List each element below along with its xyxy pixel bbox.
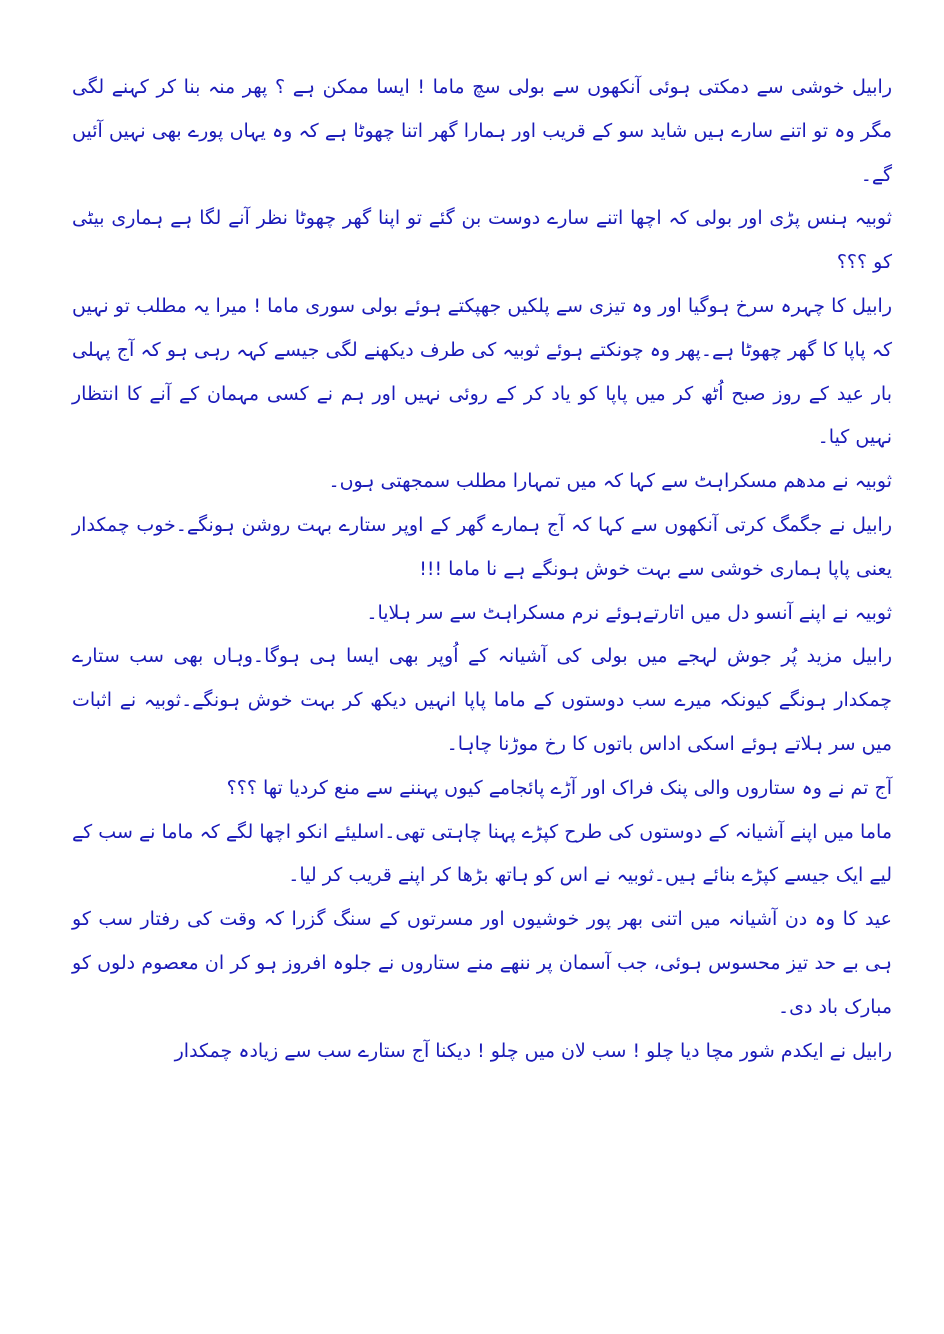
paragraph-4: ثوبیہ نے مدھم مسکراہٹ سے کہا کہ میں تمہارا مطلب سمجھتی ہوں۔ <box>328 470 892 493</box>
paragraph-2: ثوبیہ ہنس پڑی اور بولی کہ اچھا اتنے سارے دوست بن گئے تو اپنا گھر چھوٹا نظر آنے لگا ہے ہماری بیٹی کو ؟؟؟ <box>72 207 892 274</box>
paragraph-8: آج تم نے وہ ستاروں والی پنک فراک اور آڑے پائجامے کیوں پہننے سے منع کردیا تھا ؟؟؟ <box>226 776 892 799</box>
paragraph-1: رابیل خوشی سے دمکتی ہوئی آنکھوں سے بولی سچ ماما ! ایسا ممکن ہے ؟ پھر منہ بنا کر کہنے لگی مگر وہ تو اتنے سارے ہیں شاید سو کے قریب اور ہمارا گھر اتنا چھوٹا ہے کہ وہ یہاں پورے بھی نہیں آئیں گے۔ <box>72 76 892 186</box>
paragraph-6: ثوبیہ نے اپنے آنسو دل میں اتارتےہوئے نرم مسکراہٹ سے سر ہلایا۔ <box>366 601 892 624</box>
paragraph-9: ماما میں اپنے آشیانہ کے دوستوں کی طرح کپڑے پہنا چاہتی تھی۔اسلیئے انکو اچھا لگے کہ ماما نے سب کے لیے ایک جیسے کپڑے بنائے ہیں۔ثوبیہ نے اس کو ہاتھ بڑھا کر اپنے قریب کر لیا۔ <box>72 820 892 887</box>
paragraph-7: رابیل مزید پُر جوش لہجے میں بولی کی آشیانہ کے اُوپر بھی ایسا ہی ہوگا۔وہاں بھی سب ستارے چمکدار ہونگے کیونکہ میرے سب دوستوں کے ماما پاپا انہیں دیکھ کر بہت خوش ہونگے۔ثوبیہ نے اثبات میں سر ہلاتے ہوئے اسکی اداس باتوں کا رخ موڑنا چاہا۔ <box>72 645 892 755</box>
paragraph-3: رابیل کا چہرہ سرخ ہوگیا اور وہ تیزی سے پلکیں جھپکتے ہوئے بولی سوری ماما ! میرا یہ مطلب تو نہیں کہ پاپا کا گھر چھوٹا ہے۔پھر وہ چونکتے ہوئے ثوبیہ کی طرف دیکھنے لگی جیسے کہہ رہی ہو کہ آج پہلی بار عید کے روز صبح اُٹھ کر میں پاپا کو یاد کر کے روئی نہیں اور ہم نے کسی مہمان کے آنے کا انتظار نہیں کیا۔ <box>72 294 892 449</box>
paragraph-5: رابیل نے جگمگ کرتی آنکھوں سے کہا کہ آج ہمارے گھر کے اوپر ستارے بہت روشن ہونگے۔خوب چمکدار یعنی پاپا ہماری خوشی سے بہت خوش ہونگے ہے نا ماما !!! <box>72 513 892 580</box>
paragraph-10: عید کا وہ دن آشیانہ میں اتنی بھر پور خوشیوں اور مسرتوں کے سنگ گزرا کہ وقت کی رفتار سب کو ہی بے حد تیز محسوس ہوئی، جب آسمان پر ننھے منے ستاروں نے جلوہ افروز ہو کر ان معصوم دلوں کو مبارک باد دی۔ <box>72 908 892 1018</box>
story-text <box>72 66 892 1073</box>
paragraph-11: رابیل نے ایکدم شور مچا دیا چلو ! سب لان میں چلو ! دیکنا آج ستارے سب سے زیادہ چمکدار <box>174 1039 892 1062</box>
